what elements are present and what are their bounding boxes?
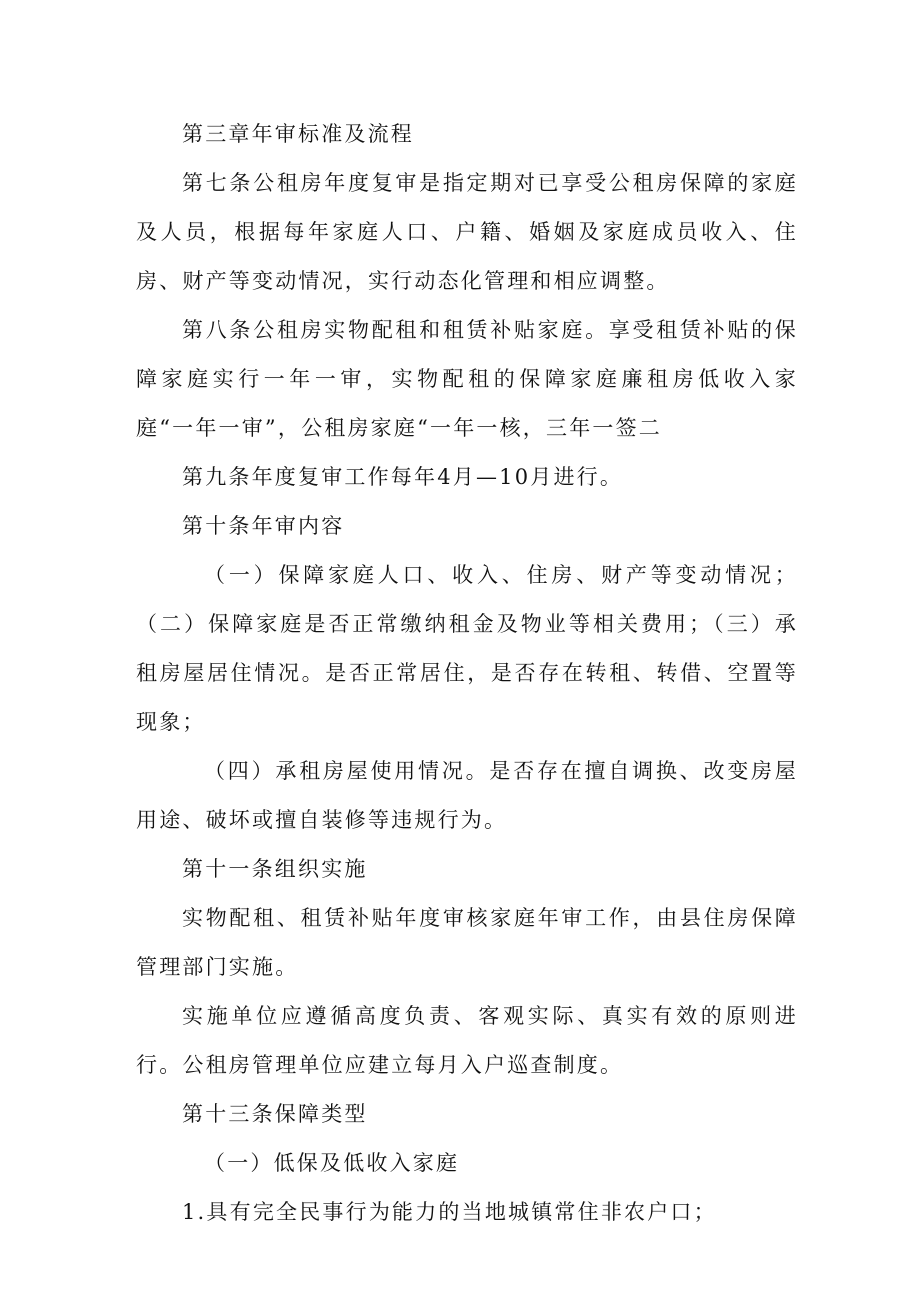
condition-1-paragraph: 1.具有完全民事行为能力的当地城镇常住非农户口； (182, 1200, 717, 1224)
article-8-paragraph: 第八条公租房实物配租和租赁补贴家庭。享受租赁补贴的保障家庭实行一年一审，实物配租的保障家庭廉租房低收入家庭“一年一审”，公租房家庭“一年一核，三年一签二 (136, 318, 798, 440)
article-11-heading: 第十一条组织实施 (182, 857, 368, 881)
article-9-paragraph: 第九条年度复审工作每年4月—10月进行。 (182, 465, 624, 489)
review-item-4-paragraph: （四）承租房屋使用情况。是否存在擅自调换、改变房屋用途、破坏或擅自装修等违规行为。 (136, 759, 798, 832)
article-13-heading: 第十三条保障类型 (182, 1102, 368, 1126)
article-10-heading: 第十条年审内容 (182, 514, 345, 538)
article-7-paragraph: 第七条公租房年度复审是指定期对已享受公租房保障的家庭及人员，根据每年家庭人口、户籍、婚姻及家庭成员收入、住房、财产等变动情况，实行动态化管理和相应调整。 (136, 171, 798, 293)
review-items-paragraph: （一）保障家庭人口、收入、住房、财产等变动情况；（二）保障家庭是否正常缴纳租金及物业等相关费用；（三）承租房屋居住情况。是否正常居住，是否存在转租、转借、空置等现象； (136, 563, 798, 734)
guarantee-type-1-heading: （一）低保及低收入家庭 (204, 1151, 460, 1175)
implementation-paragraph: 实物配租、租赁补贴年度审核家庭年审工作，由县住房保障管理部门实施。 (136, 906, 798, 979)
chapter-heading: 第三章年审标准及流程 (182, 122, 414, 146)
document-body (136, 110, 798, 1237)
implementation-principle-paragraph: 实施单位应遵循高度负责、客观实际、真实有效的原则进行。公租房管理单位应建立每月入户巡查制度。 (136, 1004, 798, 1077)
